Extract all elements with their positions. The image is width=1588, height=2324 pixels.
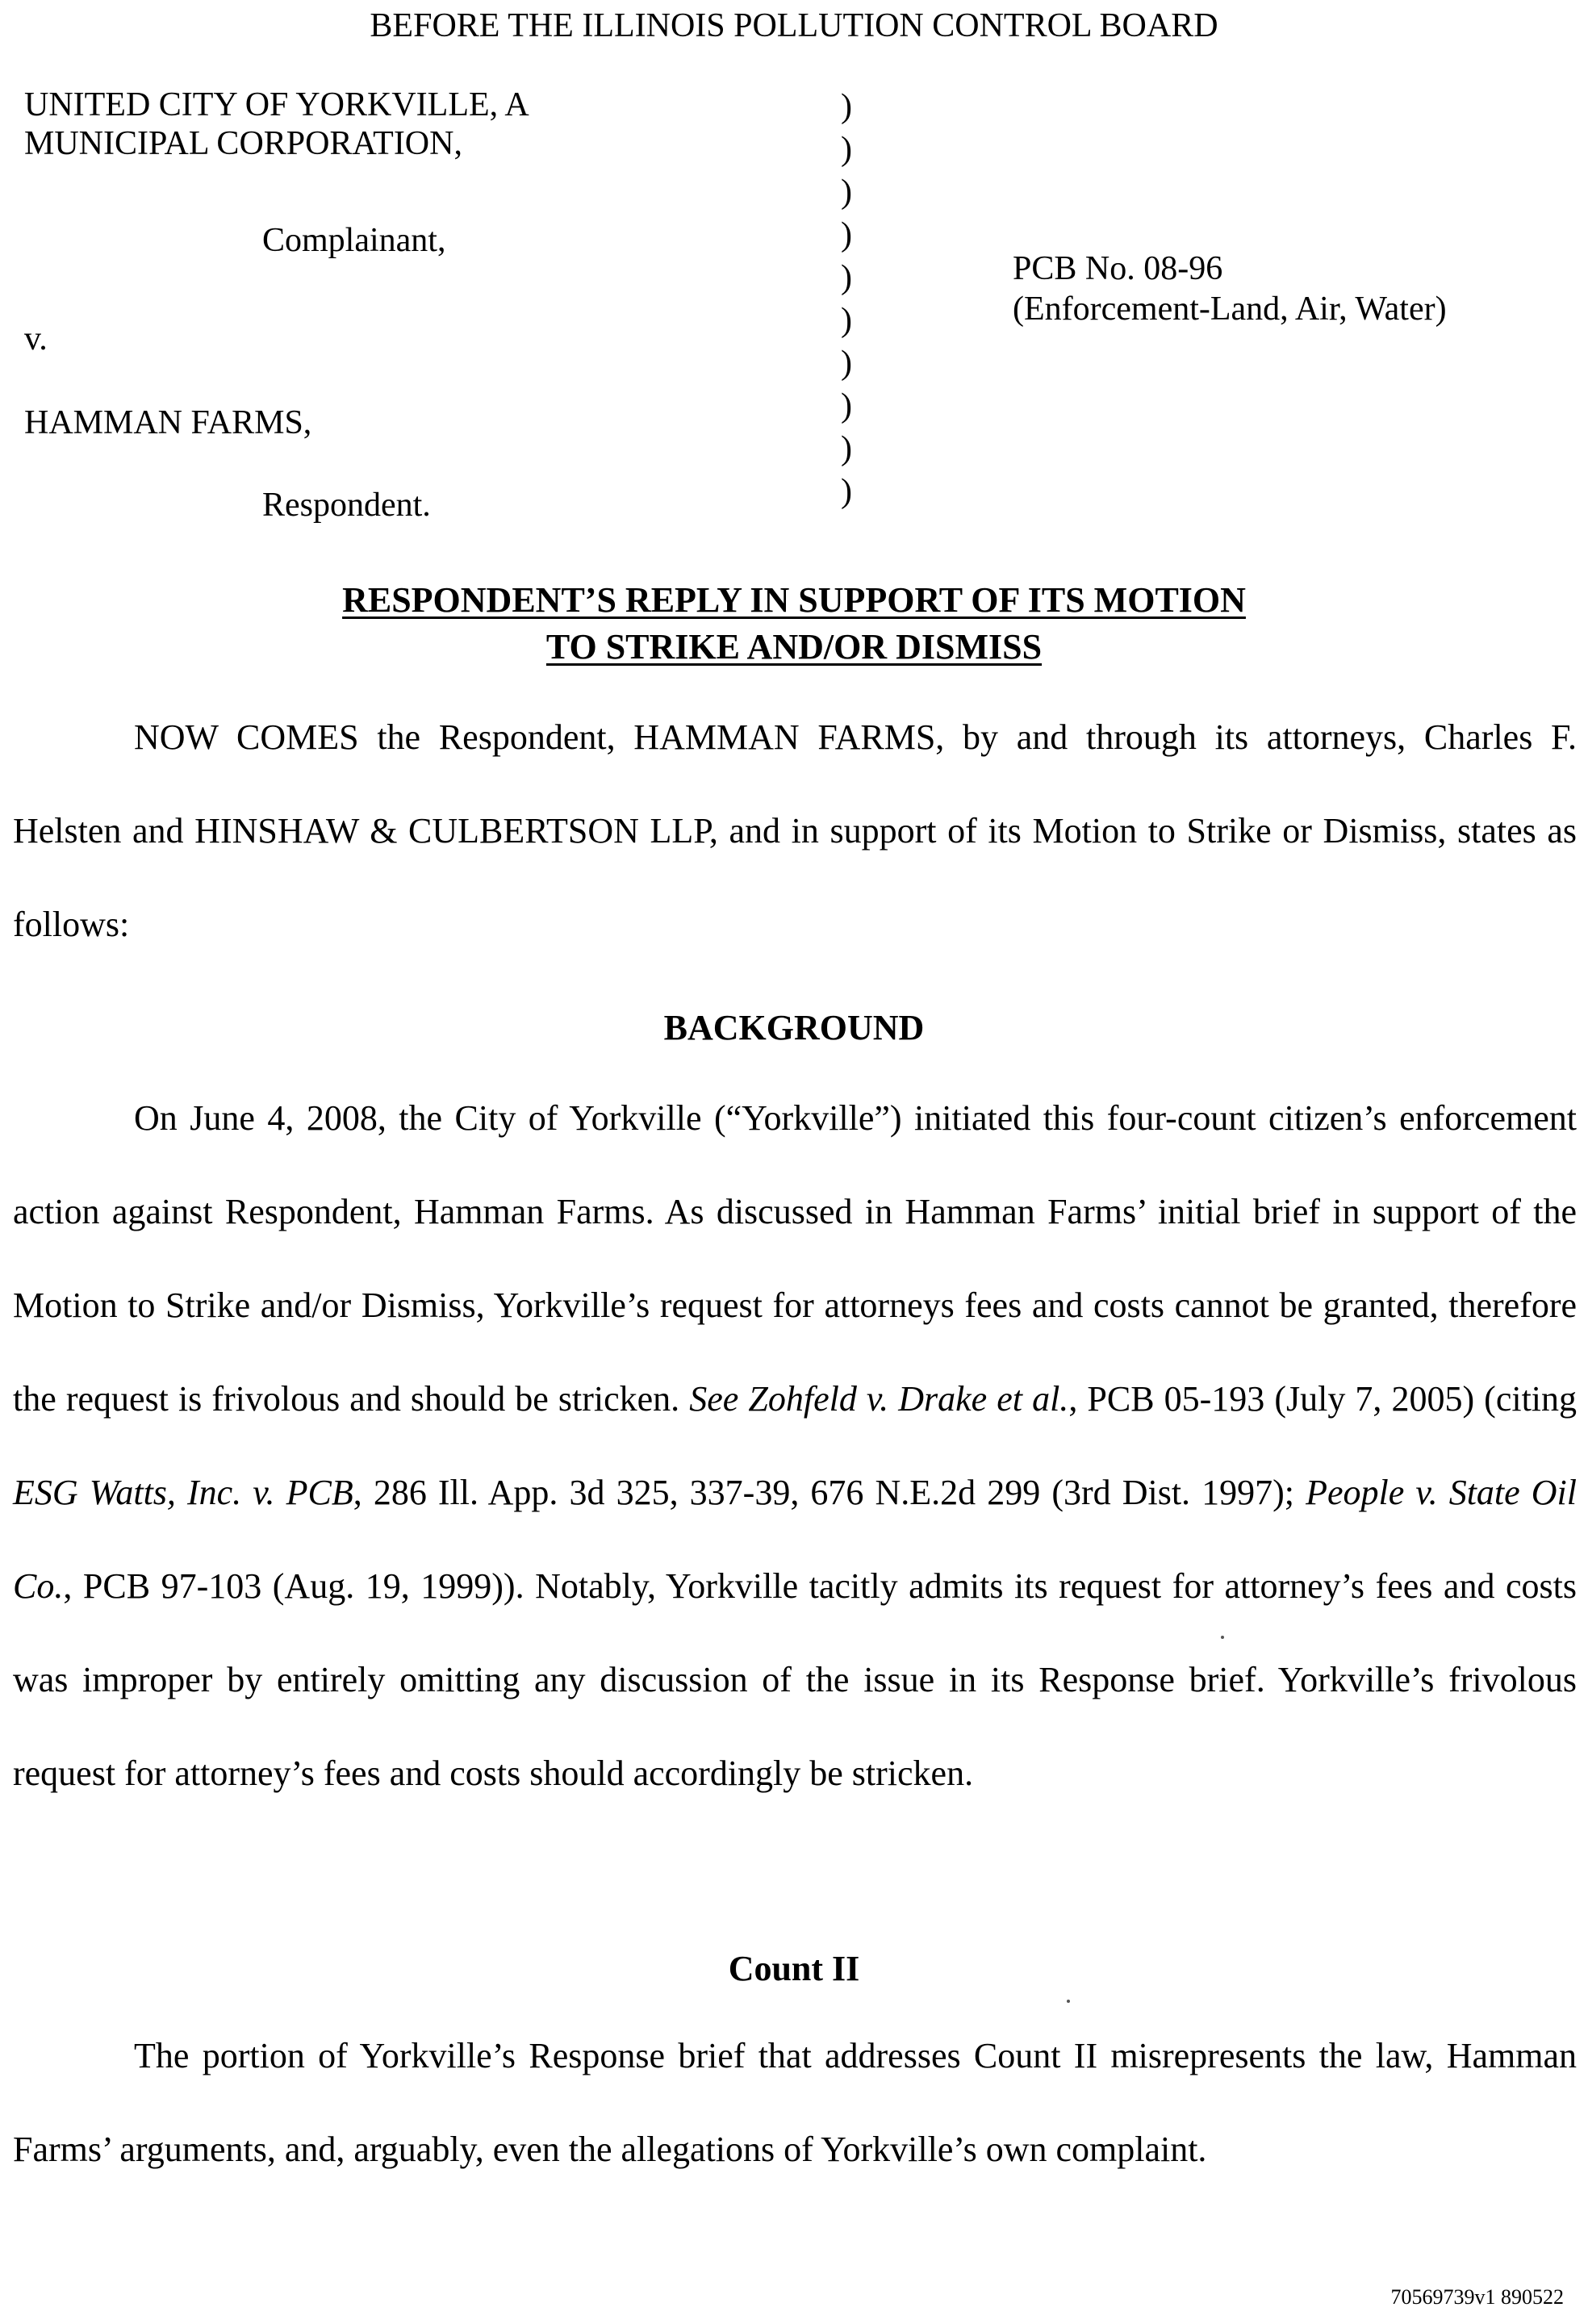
case-number: PCB No. 08-96 <box>1013 250 1223 287</box>
case-name: ESG Watts, Inc. v. PCB <box>13 1473 353 1512</box>
document-title-line2: TO STRIKE AND/OR DISMISS <box>545 627 1043 667</box>
case-caption-parties <box>24 86 823 525</box>
complainant-name-line1: UNITED CITY OF YORKVILLE, A <box>24 86 529 123</box>
background-text: On June 4, 2008, the City of Yorkville (“Yorkville”) initiated this four-count citizen’s enforcement action against Respondent, Hamman Farms. As discussed in Hamman Farms’ initial brief in support of the Motion to Strike and/or Dismiss, Yorkville’s request for attorneys fees and costs cannot be granted, therefore the request is frivolous and should be stricken. <box>13 1098 1577 1419</box>
respondent-role: Respondent. <box>262 487 431 524</box>
respondent-name: HAMMAN FARMS, <box>24 404 312 441</box>
caption-paren: ) <box>841 302 852 339</box>
document-title-line1: RESPONDENT’S REPLY IN SUPPORT OF ITS MOTION <box>342 580 1246 620</box>
caption-paren: ) <box>841 173 852 211</box>
caption-paren: ) <box>841 430 852 467</box>
caption-paren: ) <box>841 473 852 510</box>
citation-text: , PCB 05-193 (July 7, 2005) (citing <box>1068 1379 1578 1419</box>
caption-paren: ) <box>841 131 852 168</box>
citation-text: , PCB 97-103 (Aug. 19, 1999)). Notably, Yorkville tacitly admits its request for attorney’s fees and costs was improper by entirely omitting any discussion of the issue in its Response brief. Yorkville’s frivolous request for attorney’s fees and costs should accordingly be stricken. <box>13 1566 1577 1793</box>
count-ii-paragraph: The portion of Yorkville’s Response brief that addresses Count II misrepresents the law, Hamman Farms’ arguments, and, arguably, even the allegations of Yorkville’s own complaint. <box>13 2036 1577 2169</box>
caption-paren: ) <box>841 259 852 296</box>
intro-paragraph: NOW COMES the Respondent, HAMMAN FARMS, by and through its attorneys, Charles F. Helsten and HINSHAW & CULBERTSON LLP, and in support of its Motion to Strike or Dismiss, states as follows: <box>13 717 1577 944</box>
citation-signal: See <box>689 1379 739 1419</box>
count-ii-heading: Count II <box>728 1949 860 1988</box>
caption-paren: ) <box>841 387 852 424</box>
complainant-name-line2: MUNICIPAL CORPORATION, <box>24 125 462 162</box>
scan-speck <box>1221 1636 1224 1639</box>
case-name: People v. State Oil Co. <box>13 1473 1577 1606</box>
document-title <box>0 577 1588 671</box>
background-heading: BACKGROUND <box>663 1008 925 1047</box>
caption-paren: ) <box>841 345 852 382</box>
case-name: Zohfeld v. Drake et al. <box>748 1379 1069 1419</box>
document-id: 70569739v1 890522 <box>1390 2285 1564 2309</box>
complainant-role: Complainant, <box>262 222 446 259</box>
scan-speck <box>1067 2000 1070 2003</box>
versus-label: v. <box>24 320 48 357</box>
case-type: (Enforcement-Land, Air, Water) <box>1013 290 1447 328</box>
court-header: BEFORE THE ILLINOIS POLLUTION CONTROL BOARD <box>370 7 1218 44</box>
caption-paren: ) <box>841 216 852 253</box>
background-paragraph <box>13 1072 1577 1820</box>
caption-paren-column <box>841 86 852 513</box>
caption-paren: ) <box>841 88 852 125</box>
citation-text: , 286 Ill. App. 3d 325, 337-39, 676 N.E.2d 299 (3rd Dist. 1997); <box>353 1473 1306 1512</box>
case-caption-number <box>1013 249 1578 329</box>
